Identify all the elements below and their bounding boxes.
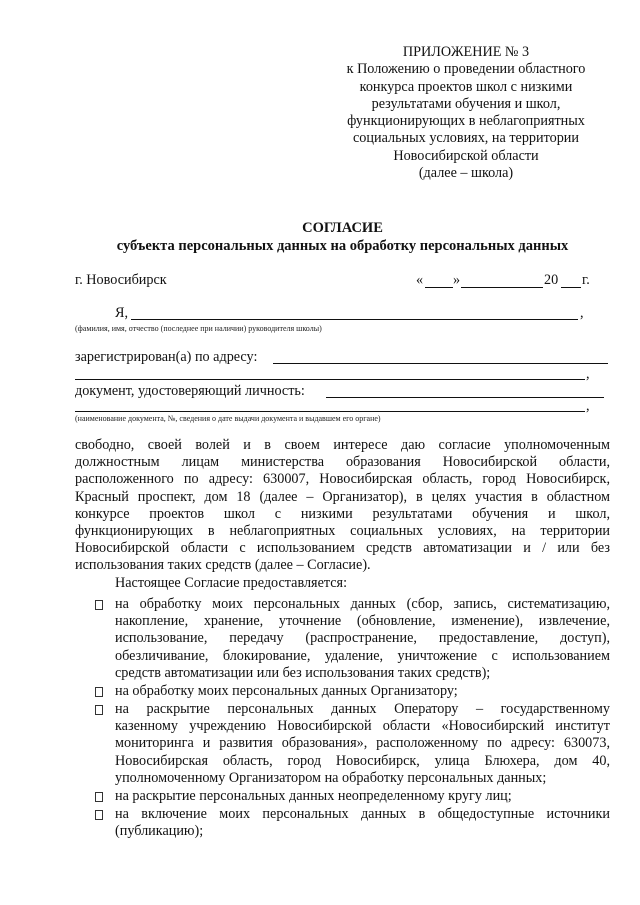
appendix-line: функционирующих в неблагоприятных [347, 113, 585, 130]
paragraph-line: должностным лицам министерства образования Новосибирской области, [75, 454, 610, 471]
address-blank-2 [75, 379, 585, 380]
paragraph-line: конкурсе проектов школ с низкими результатами обучения и школ, [75, 505, 610, 522]
title-heading: СОГЛАСИЕ [302, 220, 383, 236]
consent-intro: Настоящее Согласие предоставляется: [115, 575, 348, 591]
name-blank [131, 319, 578, 320]
bullet-box-icon [95, 810, 103, 820]
bullet-box-icon [95, 687, 103, 697]
bullet-box-icon [95, 600, 103, 610]
paragraph-line: расположенного по адресу: 630007, Новосибирская область, город Новосибирск, [75, 471, 610, 488]
bullet-line: на раскрытие персональных данных Оператору – государственному [115, 701, 610, 717]
appendix-line: Новосибирской области [393, 147, 539, 164]
year-blank [561, 287, 581, 288]
document-end-comma: , [586, 398, 590, 414]
name-caption: (фамилия, имя, отчество (последнее при наличии) руководителя школы) [75, 324, 322, 333]
bullet-content [115, 806, 610, 840]
bullet-line: мониторинга и развития образования», расположенному по адресу: 630073, [115, 735, 610, 752]
paragraph-line: Красный проспект, дом 18 (далее – Организатор), в целях участия в областном [75, 488, 610, 505]
bullet-content [115, 683, 610, 700]
bullet-content [115, 596, 610, 682]
address-end-comma: , [586, 366, 590, 382]
paragraph-line: Новосибирской области с использованием средств автоматизации и / или без [75, 540, 610, 557]
appendix-line: конкурса проектов школ с низкими [359, 78, 573, 95]
appendix-line: ПРИЛОЖЕНИЕ № 3 [402, 44, 530, 60]
paragraph-line: свободно, своей волей и в своем интересе даю согласие уполномоченным [75, 437, 610, 453]
year-suffix: г. [582, 272, 590, 288]
bullet-line: средств автоматизации или без использования таких средств); [115, 664, 491, 681]
document-title [75, 220, 610, 255]
bullet-line: казенному учреждению Новосибирской области «Новосибирский институт [115, 718, 610, 735]
paragraph-line: функционирующих в неблагоприятных социальных условиях, на территории [75, 522, 610, 539]
bullet-line: на включение моих персональных данных в общедоступные источники [115, 806, 610, 822]
bullet-line: накопление, хранение, уточнение (обновление, изменение), извлечение, [115, 613, 610, 630]
appendix-line: (далее – школа) [418, 165, 514, 182]
bullet-line: Новосибирская область, город Новосибирск, улица Блюхера, дом 40, [115, 752, 610, 769]
date-open-quote: « [416, 272, 424, 288]
bullet-box-icon [95, 705, 103, 715]
month-blank [461, 287, 543, 288]
appendix-line: к Положению о проведении областного [346, 61, 586, 78]
title-subheading: субъекта персональных данных на обработку персональных данных [116, 237, 569, 254]
year-prefix: 20 [544, 272, 559, 288]
appendix-header [330, 44, 602, 182]
city-label: г. Новосибирск [75, 272, 167, 288]
paragraph-line: использования таких средств (далее – Согласие). [75, 557, 371, 574]
appendix-line: социальных условиях, на территории [353, 130, 579, 147]
bullet-box-icon [95, 792, 103, 802]
bullet-content [115, 701, 610, 787]
date-close-quote: » [453, 272, 461, 288]
address-label: зарегистрирован(а) по адресу: [75, 349, 258, 365]
bullet-line: обезличивание, блокирование, удаление, уничтожение с использованием [115, 647, 610, 664]
document-caption: (наименование документа, №, сведения о дате выдачи документа и выдавшем его органе) [75, 414, 381, 423]
document-blank-2 [75, 411, 585, 412]
day-blank [425, 287, 453, 288]
name-prefix: Я, [115, 305, 129, 321]
bullet-line: на обработку моих персональных данных Организатору; [115, 683, 458, 699]
bullet-line: на раскрытие персональных данных неопределенному кругу лиц; [115, 788, 512, 804]
bullet-line: использование, передачу (распространение, предоставление, доступ), [115, 630, 610, 647]
bullet-line: (публикацию); [115, 823, 204, 840]
appendix-line: результатами обучения и школ, [371, 95, 561, 112]
bullet-content [115, 788, 610, 805]
consent-paragraph [75, 437, 610, 575]
bullet-line: на обработку моих персональных данных (сбор, запись, систематизацию, [115, 596, 610, 612]
document-blank-1 [326, 397, 604, 398]
address-blank-1 [273, 363, 608, 364]
document-label: документ, удостоверяющий личность: [75, 383, 305, 399]
name-end-comma: , [580, 305, 584, 321]
bullet-line: уполномоченному Организатором на обработку персональных данных; [115, 769, 547, 786]
